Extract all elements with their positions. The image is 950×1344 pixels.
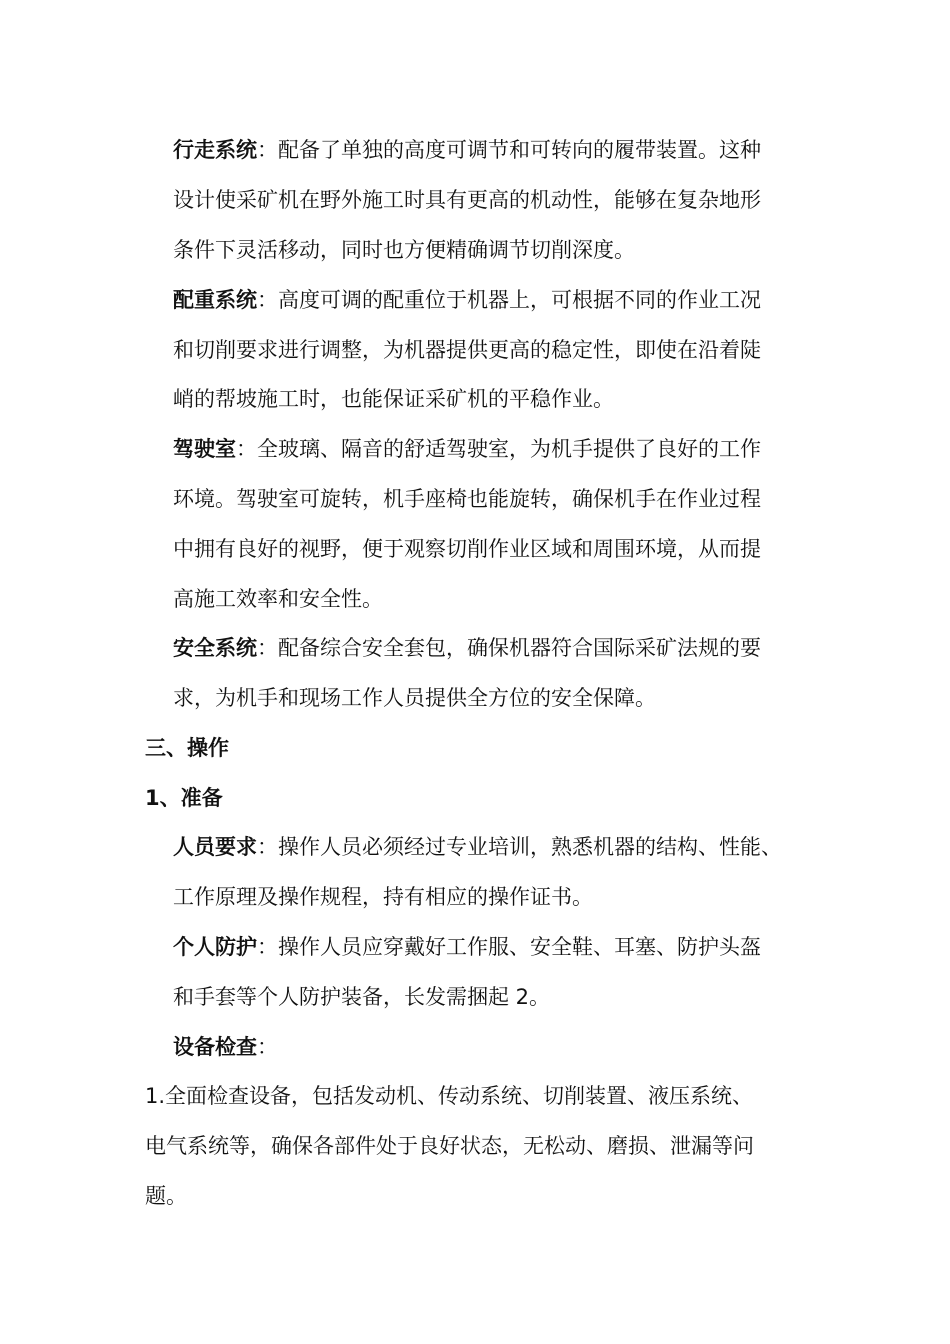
cab-term: 驾驶室 <box>173 437 236 461</box>
term-separator: ： <box>257 138 278 162</box>
walking-system-line-1 <box>173 135 761 165</box>
counterweight-system-line-2: 和切削要求进行调整，为机器提供更高的稳定性，即使在沿着陡 <box>173 338 761 362</box>
personnel-term: 人员要求 <box>173 835 257 859</box>
term-separator: ： <box>257 835 278 859</box>
protection-line-2: 和手套等个人防护装备，长发需捆起 2。 <box>173 985 551 1009</box>
paragraph-text: 全玻璃、隔音的舒适驾驶室，为机手提供了良好的工作 <box>257 437 761 461</box>
check-item-1-line-2: 电气系统等，确保各部件处于良好状态，无松动、磨损、泄漏等问 <box>145 1134 754 1158</box>
section-heading-operation: 三、操作 <box>145 736 229 760</box>
term-separator: ： <box>236 437 257 461</box>
cab-line-1 <box>173 434 761 464</box>
equipment-check-term: 设备检查 <box>173 1035 257 1059</box>
safety-system-line-1 <box>173 633 761 663</box>
term-separator: ： <box>257 288 278 312</box>
safety-system-line-2: 求，为机手和现场工作人员提供全方位的安全保障。 <box>173 686 656 710</box>
term-separator: ： <box>257 1035 278 1059</box>
paragraph-text: 配备综合安全套包，确保机器符合国际采矿法规的要 <box>278 636 761 660</box>
paragraph-text: 操作人员必须经过专业培训，熟悉机器的结构、性能、 <box>278 835 782 859</box>
paragraph-text: 配备了单独的高度可调节和可转向的履带装置。这种 <box>278 138 761 162</box>
paragraph-text: 操作人员应穿戴好工作服、安全鞋、耳塞、防护头盔 <box>278 935 761 959</box>
safety-system-term: 安全系统 <box>173 636 257 660</box>
cab-line-2: 环境。驾驶室可旋转，机手座椅也能旋转，确保机手在作业过程 <box>173 487 761 511</box>
counterweight-system-term: 配重系统 <box>173 288 257 312</box>
counterweight-system-line-1 <box>173 285 761 315</box>
protection-line-1 <box>173 932 761 962</box>
equipment-check-line <box>173 1032 278 1062</box>
check-item-1-line-3: 题。 <box>145 1184 187 1208</box>
subsection-heading-prepare: 1、准备 <box>145 786 223 810</box>
cab-line-4: 高施工效率和安全性。 <box>173 587 383 611</box>
walking-system-line-3: 条件下灵活移动，同时也方便精确调节切削深度。 <box>173 238 635 262</box>
term-separator: ： <box>257 636 278 660</box>
check-item-1-line-1: 1.全面检查设备，包括发动机、传动系统、切削装置、液压系统、 <box>145 1084 754 1108</box>
personnel-line-1 <box>173 832 782 862</box>
paragraph-text: 高度可调的配重位于机器上，可根据不同的作业工况 <box>278 288 761 312</box>
cab-line-3: 中拥有良好的视野，便于观察切削作业区域和周围环境，从而提 <box>173 537 761 561</box>
term-separator: ： <box>257 935 278 959</box>
personnel-line-2: 工作原理及操作规程，持有相应的操作证书。 <box>173 885 593 909</box>
walking-system-line-2: 设计使采矿机在野外施工时具有更高的机动性，能够在复杂地形 <box>173 188 761 212</box>
counterweight-system-line-3: 峭的帮坡施工时，也能保证采矿机的平稳作业。 <box>173 387 614 411</box>
walking-system-term: 行走系统 <box>173 138 257 162</box>
protection-term: 个人防护 <box>173 935 257 959</box>
